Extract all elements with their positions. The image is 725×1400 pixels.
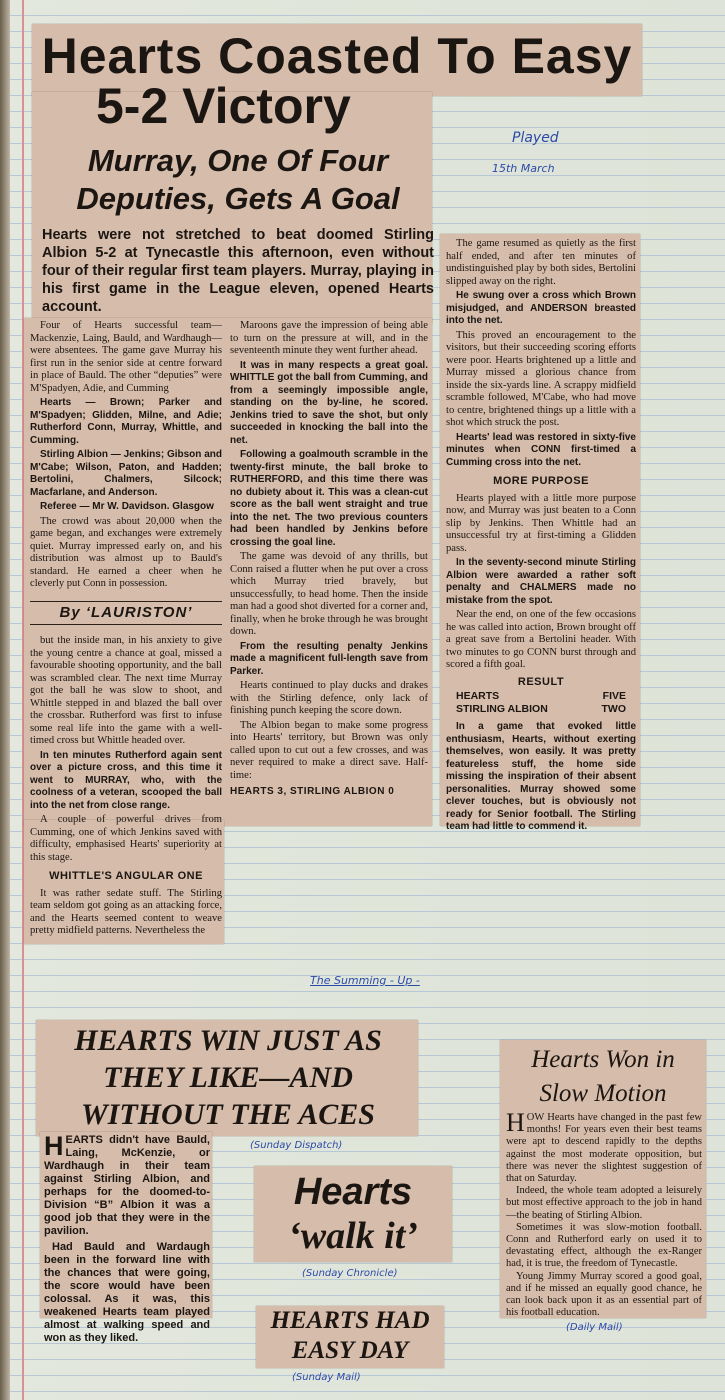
article-column-2 [230, 320, 428, 799]
headline-line-2: 5-2 Victory [96, 78, 351, 134]
subheadline: Murray, One Of Four Deputies, Gets A Goal [76, 143, 400, 216]
source-sunday-mail: (Sunday Mail) [292, 1372, 361, 1383]
paragraph: In ten minutes Rutherford again sent over a picture cross, and this time it went to MURRAY, who, with the coolness of a veteran, scooped the ball into the net from close range. [30, 749, 222, 811]
paragraph: Hearts' lead was restored in sixty-five minutes when CONN first-timed a Cumming cross into the net. [446, 431, 636, 468]
paragraph: In a game that evoked little enthusiasm, Hearts, without exerting themselves, won easily. It was pretty featureless stuff, the home side missing the inspiration of their absent personalities. Murray showed some clever touches, but is obviously not ready for Senior football. The Stirling team had little to commend it. [446, 721, 636, 832]
paragraph: In the seventy-second minute Stirling Albion were awarded a rather soft penalty and CHALMERS made no mistake from the spot. [446, 557, 636, 606]
halftime-score: HEARTS 3, STIRLING ALBION 0 [230, 786, 395, 797]
handwritten-played: Played [512, 130, 559, 146]
paragraph: It was rather sedate stuff. The Stirling team seldom got going as an attacking force, and the Hearts seemed content to weave pretty midfield patterns. Nevertheless the [30, 887, 222, 936]
paragraph: The crowd was about 20,000 when the game began, and exchanges were extremely quiet. Murray impressed early on, and his distribution was almost up to Bauld's standard. He earned a cheer when he cleverly put Conn in possession. [30, 515, 222, 589]
dailymail-headline-2: Slow Motion [539, 1080, 667, 1107]
byline: By ‘LAURISTON’ [30, 601, 222, 626]
dispatch-headline: HEARTS WIN JUST AS THEY LIKE—AND WITHOUT THE ACES [74, 1024, 382, 1131]
paragraph: The game was devoid of any thrills, but Conn raised a flutter when he put over a cross which Murray tried bravely, but unsuccessfully, to head home. Then the inside man had a good shot diverted for a corner and, finally, when he broke through he was brought down. [230, 551, 428, 637]
paragraph: This proved an encouragement to the visitors, but their succeeding scoring efforts were poor. Hearts brightened up a little and Murray missed a glorious chance from inside the six-yards line. A scrappy midfield scramble followed, M'Cabe, who had move to centre, brightened things up a little with a shot which struck the post. [446, 329, 636, 428]
paragraph: Maroons gave the impression of being able to turn on the pressure at will, and in the seventeenth minute they went further ahead. [230, 320, 428, 356]
paragraph: Indeed, the whole team adopted a leisurely but most effective approach to the job in hand—the beating of Stirling Albion. [506, 1185, 702, 1221]
dailymail-text: OW Hearts have changed in the past few months! For years even their best teams were apt to descend rapidly to the depths against the most moderate opposition, but there was never the slightest suggestion of that on Saturday. [506, 1112, 702, 1185]
paragraph: It was in many respects a great goal. WHITTLE got the ball from Cumming, and from a seemingly impossible angle, standing on the by-line, he scored. Jenkins tried to save the shot, but only succeeded in knocking the ball into the net. [230, 359, 428, 446]
source-sunday-dispatch: (Sunday Dispatch) [250, 1140, 343, 1151]
dispatch-body [44, 1131, 210, 1345]
chronicle-headline-1: Hearts [293, 1171, 413, 1213]
chronicle-headline-2: ‘walk it’ [288, 1215, 418, 1257]
sundaymail-headline-2: EASY DAY [291, 1337, 409, 1364]
result-heading: RESULT [517, 675, 565, 688]
paragraph: The Albion began to make some progress into Hearts' territory, but Brown was only called upon to cut out a few crosses, and was never required to make a direct save. Half-time: [230, 719, 428, 781]
drop-cap: H [506, 1108, 525, 1137]
paragraph: Referee — Mr W. Davidson. Glasgow [40, 501, 214, 512]
paragraph: but the inside man, in his anxiety to give the young centre a chance at goal, missed a favourable shooting opportunity, and the ball was scrambled clear. The next time Murray got the ball he was slow to shoot, and Whittle stepped in and blazed the ball over the crossbar. Rutherford was first to infuse some real life into the game with a well-timed cross but Whittle headed over. [30, 635, 222, 746]
result-table [446, 690, 636, 715]
book-spine [0, 0, 10, 1400]
article-intro: Hearts were not stretched to beat doomed Stirling Albion 5-2 at Tynecastle this afternoon, even without four of their regular first team players. Murray, playing in his first game in the League eleven, opened Hearts account. [42, 227, 434, 315]
handwritten-summing-up: The Summing - Up - [310, 974, 420, 987]
paragraph: Four of Hearts successful team—Mackenzie, Laing, Bauld, and Wardhaugh—were absentees. The game gave Murray his first run in the senior side at centre forward in place of Bauld. The other “deputies” were M'Spadyen, Adie, and Cumming [30, 320, 222, 394]
paragraph [506, 1108, 702, 1185]
result-row [446, 690, 636, 703]
result-score: TWO [601, 702, 626, 715]
paragraph: The game resumed as quietly as the first half ended, and after ten minutes of undistinguished play by both sides, Bertolini slipped away on the right. [446, 238, 636, 287]
handwritten-date: 15th March [492, 162, 555, 175]
section-heading: WHITTLE'S ANGULAR ONE [49, 870, 203, 882]
dailymail-headline-1: Hearts Won in [531, 1046, 675, 1073]
paragraph: Hearts played with a little more purpose now, and Murray was just beaten to a Conn slip by Jenkins. Then Whittle had an unsuccessful try at first-timing a Glidden pass. [446, 492, 636, 554]
paragraph: He swung over a cross which Brown misjudged, and ANDERSON breasted into the net. [446, 290, 636, 326]
sundaymail-headline-1: HEARTS HAD [270, 1307, 430, 1334]
paragraph: A couple of powerful drives from Cumming, one of which Jenkins saved with difficulty, emphasised Hearts' superiority at this stage. [30, 814, 222, 863]
result-row [446, 703, 636, 716]
headline-line-1: Hearts Coasted To Easy [41, 28, 633, 84]
result-team: STIRLING ALBION [456, 702, 548, 715]
paragraph: Hearts — Brown; Parker and M'Spadyen; Glidden, Milne, and Adie; Rutherford Conn, Murray, Whittle, and Cumming. [30, 397, 222, 446]
paragraph: From the resulting penalty Jenkins made a magnificent full-length save from Parker. [230, 640, 428, 677]
source-daily-mail: (Daily Mail) [566, 1322, 623, 1333]
dispatch-text: EARTS didn't have Bauld, Laing, McKenzie, or Wardhaugh in their team against Stirling Albion, and perhaps for the doomed-to-Division “B” Albion it was a good job that they were in the pavilion. [44, 1134, 210, 1237]
dispatch-text-2: Had Bauld and Wardaugh been in the forward line with the chances that were going, the score would have been colossal. As it was, this weakened Hearts team played almost at walking speed and won as they liked. [44, 1241, 210, 1344]
article-column-1 [30, 320, 222, 940]
paragraph: Hearts continued to play ducks and drakes with the Stirling defence, only lack of finishing punch keeping the score down. [230, 680, 428, 716]
paragraph: Following a goalmouth scramble in the twenty-first minute, the ball broke to RUTHERFORD, and this time there was no dubiety about it. This was a clean-cut score as the ball went straight and true into the net. The two previous counters had been handled by Jenkins before crossing the goal line. [230, 449, 428, 548]
dailymail-body [506, 1108, 702, 1319]
section-heading: MORE PURPOSE [493, 475, 589, 487]
paragraph: Sometimes it was slow-motion football. Conn and Rutherford early on used it to devastating effect, although the ex-Ranger had, it is true, the freedom of Tynecastle. [506, 1221, 702, 1270]
paragraph: Stirling Albion — Jenkins; Gibson and M'Cabe; Wilson, Paton, and Hadden; Bertolini, Chalmers, Silcock; Macfarlane, and Anderson. [30, 449, 222, 498]
result-score: FIVE [602, 690, 626, 702]
result-team: HEARTS [456, 690, 500, 702]
source-sunday-chronicle: (Sunday Chronicle) [302, 1268, 398, 1279]
drop-cap: H [44, 1131, 64, 1161]
paragraph: Young Jimmy Murray scored a good goal, and if he missed an equally good chance, he can look back upon it as an essential part of his football education. [506, 1270, 702, 1319]
article-column-3 [446, 238, 636, 836]
paragraph: Near the end, on one of the few occasions he was called into action, Brown brought off a great save from a Bertolini header. With two minutes to go CONN burst through and scored a fifth goal. [446, 609, 636, 670]
